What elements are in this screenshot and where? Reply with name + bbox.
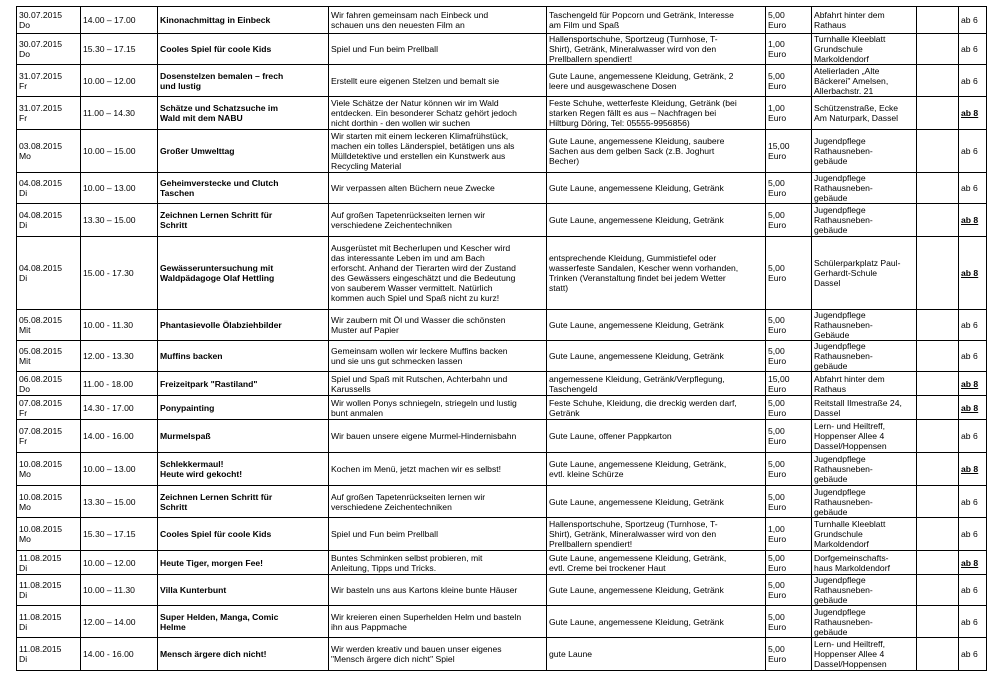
activity-description: Spiel und Fun beim Prellball	[329, 518, 547, 551]
table-row	[17, 204, 987, 237]
highlight-cell	[917, 130, 959, 173]
activity-title: Zeichnen Lernen Schritt für Schritt	[158, 204, 329, 237]
activity-description: Spiel und Spaß mit Rutschen, Achterbahn und Karussells	[329, 372, 547, 396]
highlight-cell	[917, 204, 959, 237]
requirements-cell: Taschengeld für Popcorn und Getränk, Interesse am Film und Spaß	[547, 7, 766, 34]
location-cell: Turnhalle Kleeblatt Grundschule Markoldendorf	[812, 518, 917, 551]
age-cell: ab 8	[959, 372, 987, 396]
activity-title: Dosenstelzen bemalen – frech und lustig	[158, 65, 329, 97]
date-text: 05.08.2015	[19, 315, 63, 325]
requirements-cell: angemessene Kleidung, Getränk/Verpflegung, Taschengeld	[547, 372, 766, 396]
requirements-cell: Gute Laune, angemessene Kleidung, Getränk	[547, 606, 766, 638]
age-cell: ab 8	[959, 551, 987, 575]
table-row	[17, 7, 987, 34]
date-text: 10.08.2015	[19, 524, 63, 534]
activity-title: Ponypainting	[158, 396, 329, 420]
time-cell: 10.00 – 11.30	[81, 575, 158, 606]
date-text: 30.07.2015	[19, 39, 63, 49]
time-cell: 11.00 – 14.30	[81, 97, 158, 130]
weekday-text: Mo	[19, 501, 31, 512]
table-row	[17, 65, 987, 97]
location-cell: Lern- und Heiltreff, Hoppenser Allee 4 Dassel/Hoppensen	[812, 420, 917, 453]
table-row	[17, 97, 987, 130]
location-cell: Dorfgemeinschafts- haus Markoldendorf	[812, 551, 917, 575]
date-cell	[17, 372, 81, 396]
weekday-text: Di	[19, 273, 28, 283]
time-cell: 15.00 - 17.30	[81, 237, 158, 310]
activity-description: Wir werden kreativ und bauen unser eigenes "Mensch ärgere dich nicht" Spiel	[329, 638, 547, 671]
weekday-text: Fr	[19, 113, 28, 123]
activity-title: Heute Tiger, morgen Fee!	[158, 551, 329, 575]
requirements-cell: Gute Laune, angemessene Kleidung, Getränk	[547, 173, 766, 204]
requirements-cell: Gute Laune, angemessene Kleidung, Getränk	[547, 310, 766, 341]
time-cell: 12.00 – 14.00	[81, 606, 158, 638]
highlight-cell	[917, 420, 959, 453]
activity-description: Viele Schätze der Natur können wir im Wald entdecken. Ein besonderer Schatz gehört jedoch nicht dorthin - den wollen wir suchen	[329, 97, 547, 130]
age-cell: ab 6	[959, 341, 987, 372]
weekday-text: Di	[19, 562, 28, 573]
schedule-sheet	[16, 6, 987, 671]
time-cell: 14.00 – 17.00	[81, 7, 158, 34]
table-row	[17, 486, 987, 518]
highlight-cell	[917, 486, 959, 518]
price-cell: 1,00 Euro	[766, 518, 812, 551]
requirements-cell: Hallensportschuhe, Sportzeug (Turnhose, T- Shirt), Getränk, Mineralwasser wird von den Prellballern spendiert!	[547, 518, 766, 551]
activity-description: Ausgerüstet mit Becherlupen und Kescher wird das interessante Leben im und am Bach erforscht. Anhand der Tierarten wird der Zustand des Gewässers eingeschätzt und die Bedeutung von sauberem Wasser vermittelt. Natürlich kommen auch Spiel und Spaß nicht zu kurz!	[329, 237, 547, 310]
date-cell	[17, 310, 81, 341]
weekday-text: Di	[19, 220, 28, 230]
weekday-text: Di	[19, 188, 28, 198]
activity-title: Zeichnen Lernen Schritt für Schritt	[158, 486, 329, 518]
price-cell: 5,00 Euro	[766, 173, 812, 204]
age-cell: ab 6	[959, 518, 987, 551]
activity-description: Buntes Schminken selbst probieren, mit Anleitung, Tipps und Tricks.	[329, 551, 547, 575]
requirements-cell: Hallensportschuhe, Sportzeug (Turnhose, T- Shirt), Getränk, Mineralwasser wird von den Prellballern spendiert!	[547, 34, 766, 65]
date-text: 07.08.2015	[19, 397, 63, 408]
table-row	[17, 34, 987, 65]
age-cell: ab 6	[959, 7, 987, 34]
schedule-table	[16, 6, 987, 671]
location-cell: Schützenstraße, Ecke Am Naturpark, Dassel	[812, 97, 917, 130]
date-text: 04.08.2015	[19, 178, 63, 188]
weekday-text: Mo	[19, 151, 31, 161]
activity-description: Gemeinsam wollen wir leckere Muffins backen und sie uns gut schmecken lassen	[329, 341, 547, 372]
date-cell	[17, 65, 81, 97]
price-cell: 5,00 Euro	[766, 453, 812, 486]
date-cell	[17, 518, 81, 551]
date-cell	[17, 551, 81, 575]
location-cell: Jugendpflege Rathausneben- gebäude	[812, 173, 917, 204]
date-cell	[17, 130, 81, 173]
date-text: 07.08.2015	[19, 426, 63, 436]
activity-title: Schlekkermaul! Heute wird gekocht!	[158, 453, 329, 486]
date-cell	[17, 237, 81, 310]
time-cell: 15.30 – 17.15	[81, 518, 158, 551]
age-cell: ab 6	[959, 173, 987, 204]
highlight-cell	[917, 341, 959, 372]
activity-description: Wir basteln uns aus Kartons kleine bunte Häuser	[329, 575, 547, 606]
age-cell: ab 6	[959, 486, 987, 518]
price-cell: 1,00 Euro	[766, 34, 812, 65]
activity-title: Cooles Spiel für coole Kids	[158, 34, 329, 65]
location-cell: Reitstall Ilmestraße 24, Dassel	[812, 396, 917, 420]
age-cell: ab 6	[959, 310, 987, 341]
table-row	[17, 551, 987, 575]
time-cell: 10.00 – 13.00	[81, 453, 158, 486]
weekday-text: Mit	[19, 356, 31, 366]
table-row	[17, 372, 987, 396]
activity-title: Phantasievolle Ölabziehbilder	[158, 310, 329, 341]
activity-title: Großer Umwelttag	[158, 130, 329, 173]
activity-title: Villa Kunterbunt	[158, 575, 329, 606]
requirements-cell: Gute Laune, angemessene Kleidung, Getränk, evtl. kleine Schürze	[547, 453, 766, 486]
location-cell: Jugendpflege Rathausneben- gebäude	[812, 575, 917, 606]
activity-description: Wir fahren gemeinsam nach Einbeck und schauen uns den neuesten Film an	[329, 7, 547, 34]
age-cell: ab 8	[959, 97, 987, 130]
weekday-text: Di	[19, 590, 28, 600]
activity-description: Wir zaubern mit Öl und Wasser die schönsten Muster auf Papier	[329, 310, 547, 341]
time-cell: 14.00 - 16.00	[81, 638, 158, 671]
location-cell: Jugendpflege Rathausneben- gebäude	[812, 204, 917, 237]
requirements-cell: Feste Schuhe, wetterfeste Kleidung, Getränk (bei starken Regen fällt es aus – Nachfragen bei Hiltburg Döring, Tel: 05555-9956856)	[547, 97, 766, 130]
weekday-text: Do	[19, 20, 30, 30]
price-cell: 5,00 Euro	[766, 396, 812, 420]
table-row	[17, 575, 987, 606]
date-text: 30.07.2015	[19, 10, 63, 20]
requirements-cell: Gute Laune, angemessene Kleidung, Getränk, 2 leere und ausgewaschene Dosen	[547, 65, 766, 97]
price-cell: 5,00 Euro	[766, 237, 812, 310]
date-cell	[17, 486, 81, 518]
requirements-cell: Gute Laune, angemessene Kleidung, saubere Sachen aus dem gelben Sack (z.B. Joghurt Becher)	[547, 130, 766, 173]
activity-description: Wir starten mit einem leckeren Klimafrühstück, machen ein tolles Länderspiel, betätigen uns als Mülldetektive und erstellen ein Kunstwerk aus Recycling Material	[329, 130, 547, 173]
time-cell: 10.00 – 12.00	[81, 551, 158, 575]
location-cell: Jugendpflege Rathausneben- gebäude	[812, 341, 917, 372]
price-cell: 1,00 Euro	[766, 97, 812, 130]
date-text: 11.08.2015	[19, 644, 62, 654]
activity-title: Schätze und Schatzsuche im Wald mit dem NABU	[158, 97, 329, 130]
date-text: 31.07.2015	[19, 70, 63, 81]
highlight-cell	[917, 237, 959, 310]
requirements-cell: Feste Schuhe, Kleidung, die dreckig werden darf, Getränk	[547, 396, 766, 420]
activity-title: Freizeitpark "Rastiland"	[158, 372, 329, 396]
activity-description: Auf großen Tapetenrückseiten lernen wir verschiedene Zeichentechniken	[329, 486, 547, 518]
activity-title: Geheimverstecke und Clutch Taschen	[158, 173, 329, 204]
activity-title: Muffins backen	[158, 341, 329, 372]
age-cell: ab 8	[959, 396, 987, 420]
date-cell	[17, 606, 81, 638]
price-cell: 5,00 Euro	[766, 486, 812, 518]
highlight-cell	[917, 173, 959, 204]
activity-description: Erstellt eure eigenen Stelzen und bemalt sie	[329, 65, 547, 97]
age-cell: ab 6	[959, 65, 987, 97]
table-row	[17, 341, 987, 372]
date-text: 05.08.2015	[19, 346, 63, 356]
activity-title: Kinonachmittag in Einbeck	[158, 7, 329, 34]
activity-description: Wir verpassen alten Büchern neue Zwecke	[329, 173, 547, 204]
date-cell	[17, 575, 81, 606]
time-cell: 13.30 – 15.00	[81, 486, 158, 518]
age-cell: ab 6	[959, 130, 987, 173]
date-cell	[17, 97, 81, 130]
table-row	[17, 638, 987, 671]
date-text: 31.07.2015	[19, 103, 63, 113]
activity-title: Murmelspaß	[158, 420, 329, 453]
date-cell	[17, 420, 81, 453]
weekday-text: Di	[19, 654, 28, 664]
location-cell: Jugendpflege Rathausneben- gebäude	[812, 606, 917, 638]
price-cell: 5,00 Euro	[766, 341, 812, 372]
price-cell: 5,00 Euro	[766, 575, 812, 606]
table-row	[17, 453, 987, 486]
activity-title: Super Helden, Manga, Comic Helme	[158, 606, 329, 638]
age-cell: ab 6	[959, 420, 987, 453]
table-row	[17, 237, 987, 310]
activity-title: Mensch ärgere dich nicht!	[158, 638, 329, 671]
time-cell: 13.30 – 15.00	[81, 204, 158, 237]
weekday-text: Do	[19, 49, 30, 59]
weekday-text: Mo	[19, 469, 31, 479]
time-cell: 10.00 - 11.30	[81, 310, 158, 341]
time-cell: 14.00 - 16.00	[81, 420, 158, 453]
weekday-text: Do	[19, 383, 30, 394]
table-row	[17, 518, 987, 551]
table-row	[17, 310, 987, 341]
highlight-cell	[917, 575, 959, 606]
price-cell: 15,00 Euro	[766, 130, 812, 173]
requirements-cell: Gute Laune, angemessene Kleidung, Getränk	[547, 204, 766, 237]
price-cell: 15,00 Euro	[766, 372, 812, 396]
price-cell: 5,00 Euro	[766, 65, 812, 97]
location-cell: Turnhalle Kleeblatt Grundschule Markoldendorf	[812, 34, 917, 65]
location-cell: Lern- und Heiltreff, Hoppenser Allee 4 Dassel/Hoppensen	[812, 638, 917, 671]
date-cell	[17, 396, 81, 420]
activity-description: Kochen im Menü, jetzt machen wir es selbst!	[329, 453, 547, 486]
table-row	[17, 606, 987, 638]
age-cell: ab 8	[959, 204, 987, 237]
time-cell: 11.00 - 18.00	[81, 372, 158, 396]
highlight-cell	[917, 638, 959, 671]
highlight-cell	[917, 518, 959, 551]
activity-title: Gewässeruntersuchung mit Waldpädagoge Olaf Hettling	[158, 237, 329, 310]
price-cell: 5,00 Euro	[766, 310, 812, 341]
weekday-text: Fr	[19, 407, 28, 418]
highlight-cell	[917, 372, 959, 396]
price-cell: 5,00 Euro	[766, 7, 812, 34]
activity-description: Wir kreieren einen Superhelden Helm und basteln ihn aus Pappmache	[329, 606, 547, 638]
requirements-cell: entsprechende Kleidung, Gummistiefel oder wasserfeste Sandalen, Kescher wenn vorhanden, Trinken (Veranstaltung findet bei jedem Wetter statt)	[547, 237, 766, 310]
time-cell: 14.30 - 17.00	[81, 396, 158, 420]
age-cell: ab 6	[959, 638, 987, 671]
date-cell	[17, 341, 81, 372]
table-row	[17, 396, 987, 420]
activity-description: Wir wollen Ponys schniegeln, striegeln und lustig bunt anmalen	[329, 396, 547, 420]
date-cell	[17, 204, 81, 237]
location-cell: Jugendpflege Rathausneben- gebäude	[812, 486, 917, 518]
location-cell: Atelierladen „Alte Bäckerei" Amelsen, Allerbachstr. 21	[812, 65, 917, 97]
highlight-cell	[917, 606, 959, 638]
age-cell: ab 6	[959, 34, 987, 65]
highlight-cell	[917, 551, 959, 575]
requirements-cell: gute Laune	[547, 638, 766, 671]
time-cell: 15.30 – 17.15	[81, 34, 158, 65]
age-cell: ab 8	[959, 237, 987, 310]
location-cell: Abfahrt hinter dem Rathaus	[812, 372, 917, 396]
location-cell: Schülerparkplatz Paul- Gerhardt-Schule Dassel	[812, 237, 917, 310]
table-row	[17, 420, 987, 453]
requirements-cell: Gute Laune, angemessene Kleidung, Getränk	[547, 575, 766, 606]
requirements-cell: Gute Laune, offener Pappkarton	[547, 420, 766, 453]
weekday-text: Di	[19, 621, 28, 632]
date-text: 04.08.2015	[19, 210, 63, 220]
highlight-cell	[917, 34, 959, 65]
age-cell: ab 6	[959, 606, 987, 638]
date-cell	[17, 453, 81, 486]
weekday-text: Fr	[19, 80, 28, 91]
price-cell: 5,00 Euro	[766, 420, 812, 453]
highlight-cell	[917, 65, 959, 97]
date-text: 04.08.2015	[19, 263, 63, 273]
location-cell: Jugendpflege Rathausneben- Gebäude	[812, 310, 917, 341]
age-cell: ab 6	[959, 575, 987, 606]
table-row	[17, 173, 987, 204]
highlight-cell	[917, 97, 959, 130]
location-cell: Abfahrt hinter dem Rathaus	[812, 7, 917, 34]
date-cell	[17, 173, 81, 204]
price-cell: 5,00 Euro	[766, 606, 812, 638]
weekday-text: Fr	[19, 436, 28, 446]
activity-title: Cooles Spiel für coole Kids	[158, 518, 329, 551]
time-cell: 10.00 – 12.00	[81, 65, 158, 97]
activity-description: Auf großen Tapetenrückseiten lernen wir verschiedene Zeichentechniken	[329, 204, 547, 237]
weekday-text: Mit	[19, 325, 31, 335]
price-cell: 5,00 Euro	[766, 551, 812, 575]
date-text: 03.08.2015	[19, 141, 63, 151]
date-cell	[17, 638, 81, 671]
date-text: 11.08.2015	[19, 552, 62, 563]
requirements-cell: Gute Laune, angemessene Kleidung, Getränk, evtl. Creme bei trockener Haut	[547, 551, 766, 575]
location-cell: Jugendpflege Rathausneben- gebäude	[812, 130, 917, 173]
activity-description: Spiel und Fun beim Prellball	[329, 34, 547, 65]
date-cell	[17, 34, 81, 65]
time-cell: 10.00 – 13.00	[81, 173, 158, 204]
date-text: 10.08.2015	[19, 491, 63, 502]
table-row	[17, 130, 987, 173]
highlight-cell	[917, 7, 959, 34]
date-cell	[17, 7, 81, 34]
highlight-cell	[917, 453, 959, 486]
location-cell: Jugendpflege Rathausneben- gebäude	[812, 453, 917, 486]
date-text: 11.08.2015	[19, 580, 62, 590]
requirements-cell: Gute Laune, angemessene Kleidung, Getränk	[547, 341, 766, 372]
date-text: 06.08.2015	[19, 373, 63, 384]
highlight-cell	[917, 310, 959, 341]
price-cell: 5,00 Euro	[766, 204, 812, 237]
weekday-text: Mo	[19, 534, 31, 544]
time-cell: 10.00 – 15.00	[81, 130, 158, 173]
date-text: 10.08.2015	[19, 459, 63, 469]
highlight-cell	[917, 396, 959, 420]
activity-description: Wir bauen unsere eigene Murmel-Hindernisbahn	[329, 420, 547, 453]
price-cell: 5,00 Euro	[766, 638, 812, 671]
time-cell: 12.00 - 13.30	[81, 341, 158, 372]
date-text: 11.08.2015	[19, 611, 62, 622]
age-cell: ab 8	[959, 453, 987, 486]
requirements-cell: Gute Laune, angemessene Kleidung, Getränk	[547, 486, 766, 518]
